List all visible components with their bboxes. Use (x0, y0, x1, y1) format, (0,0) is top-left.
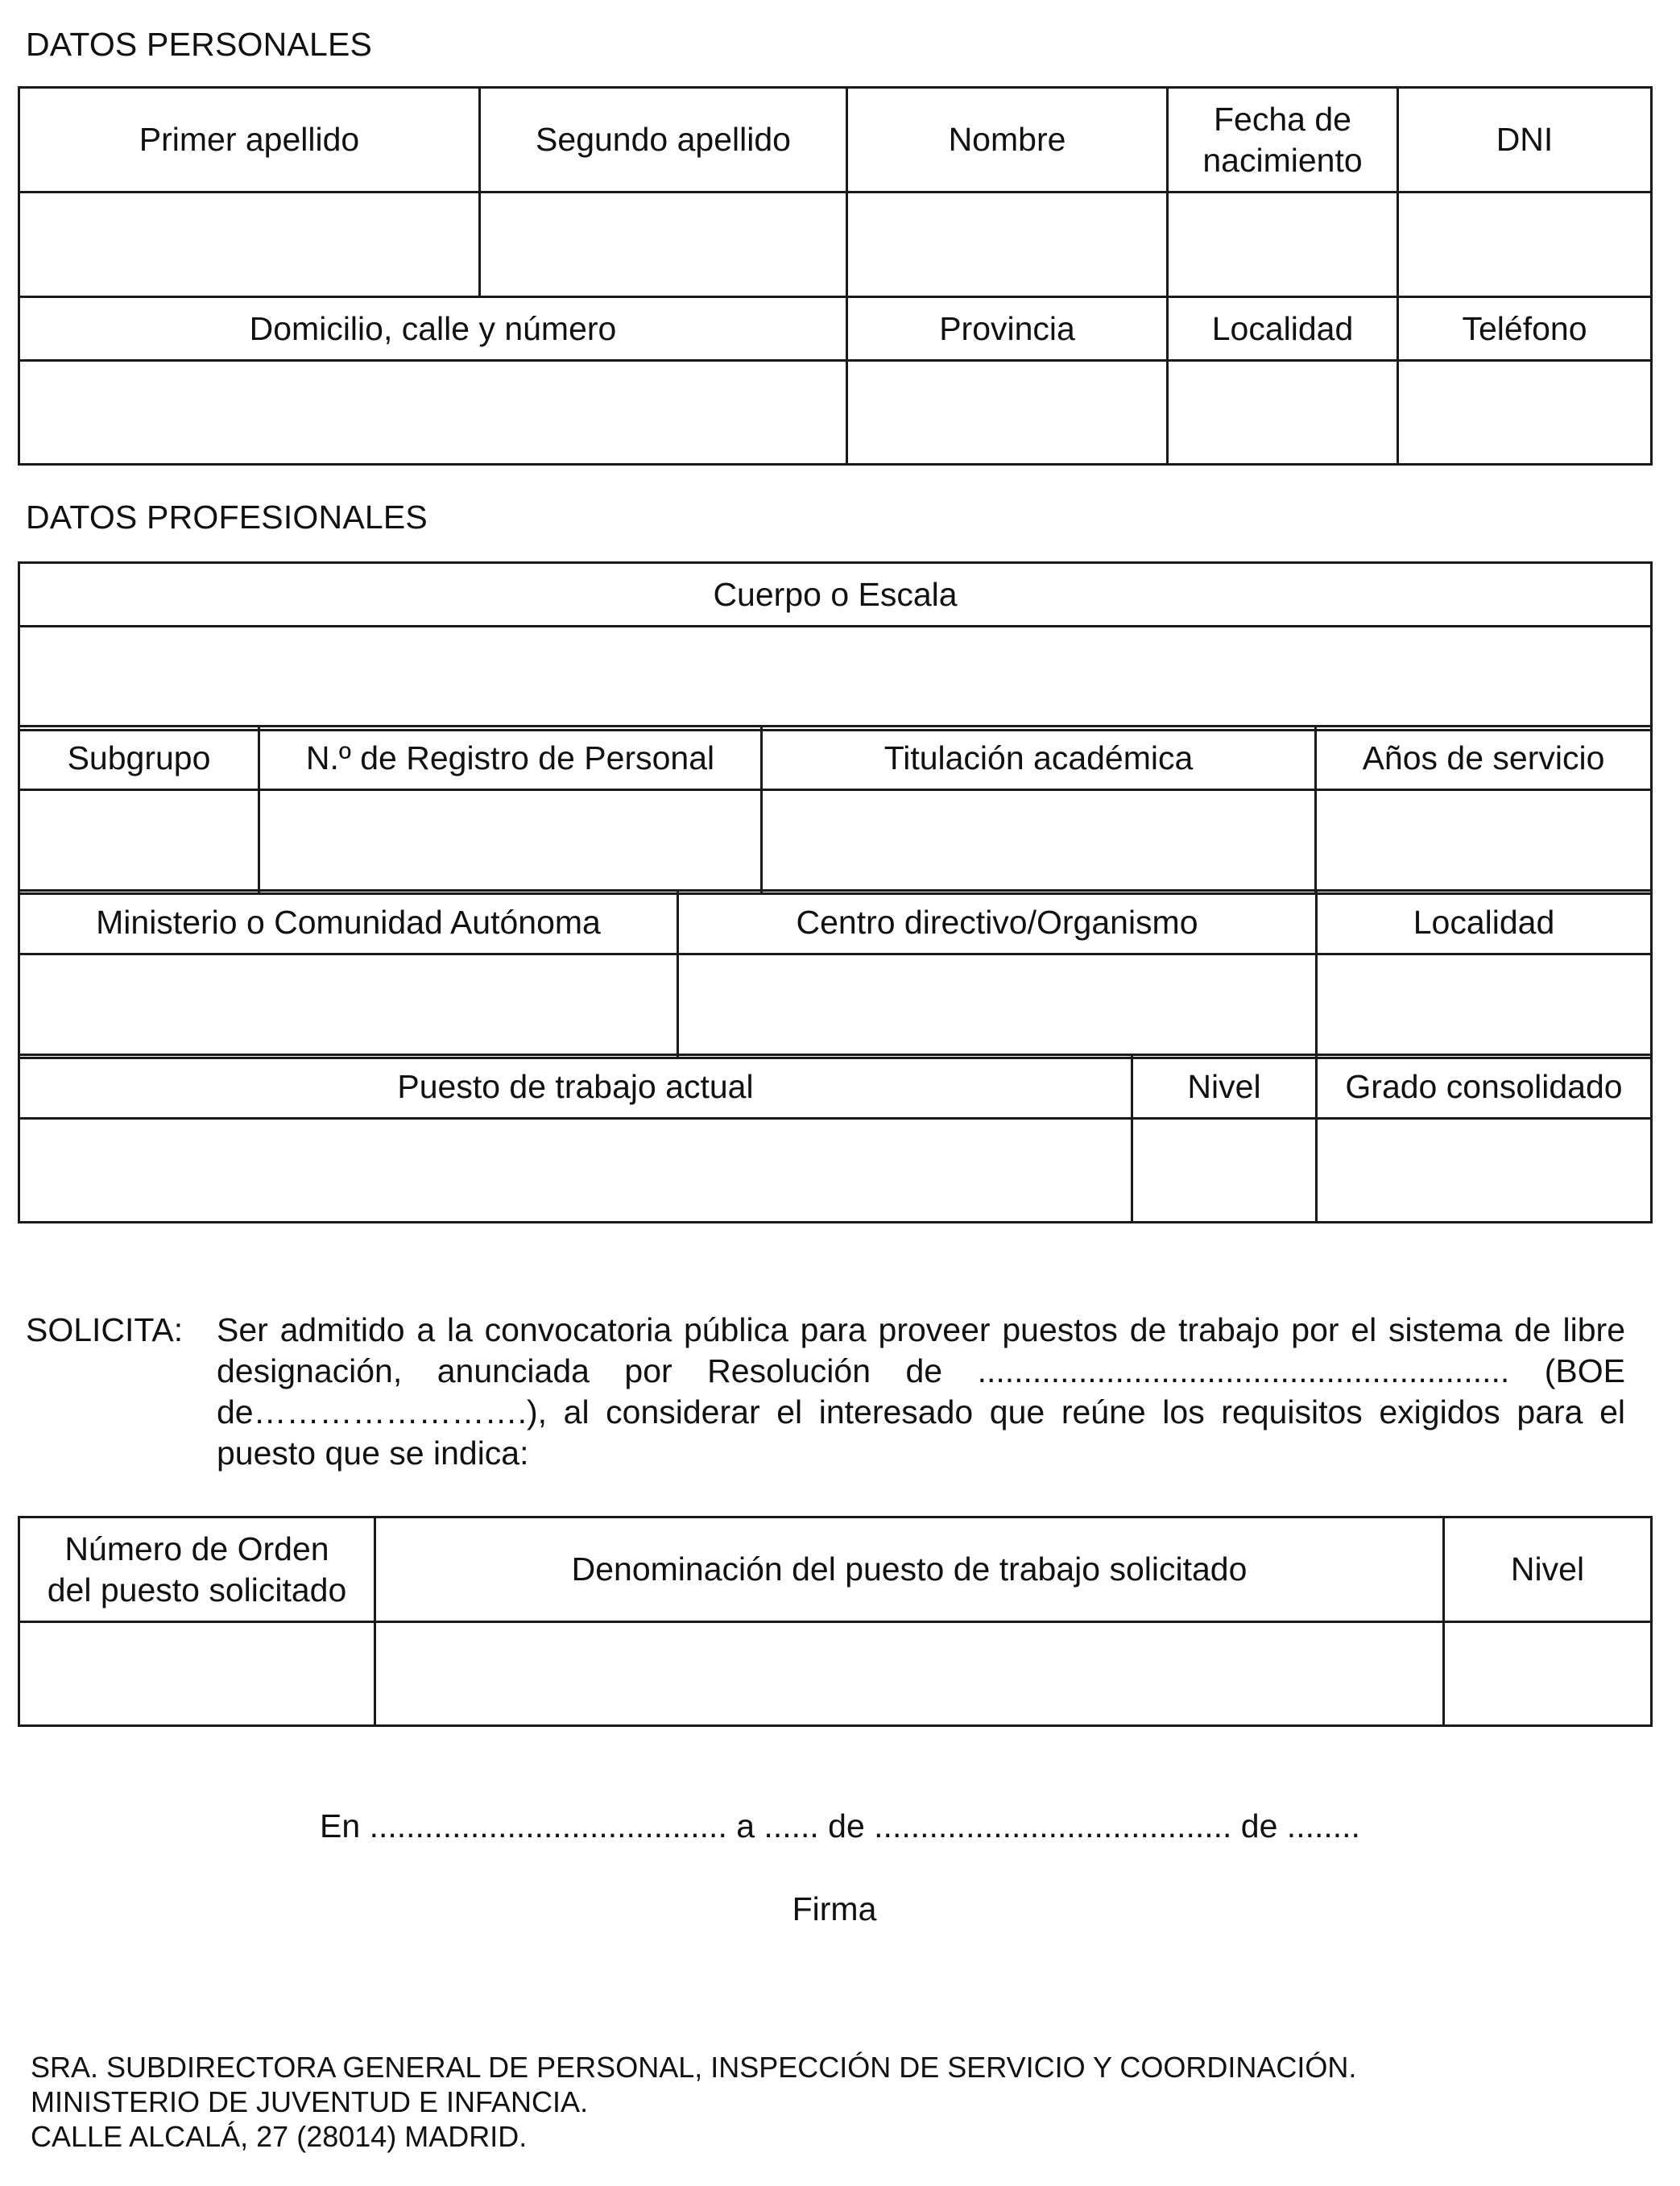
header-denominacion-puesto: Denominación del puesto de trabajo solicitado (375, 1517, 1444, 1622)
header-centro-directivo: Centro directivo/Organismo (678, 891, 1317, 954)
field-localidad-profesional[interactable] (1317, 954, 1652, 1058)
header-titulacion: Titulación académica (762, 727, 1316, 790)
header-fecha-nacimiento: Fecha de nacimiento (1168, 88, 1398, 193)
field-centro-directivo[interactable] (678, 954, 1317, 1058)
request-text: Ser admitido a la convocatoria pública para proveer puestos de trabajo por el sistema de libre designación, anunciada por Resolución de .......................................................... (BOE de…………………….), al considerar el interesado que reúne los requisitos exigidos para el puesto que se indica: (217, 1311, 1625, 1472)
field-segundo-apellido[interactable] (480, 193, 847, 297)
address-line-1: SRA. SUBDIRECTORA GENERAL DE PERSONAL, INSPECCIÓN DE SERVICIO Y COORDINACIÓN. (31, 2051, 1357, 2084)
field-localidad[interactable] (1168, 361, 1398, 465)
field-numero-orden[interactable] (19, 1622, 375, 1726)
header-registro-personal: N.º de Registro de Personal (259, 727, 762, 790)
field-primer-apellido[interactable] (19, 193, 480, 297)
field-registro-personal[interactable] (259, 790, 762, 894)
header-subgrupo: Subgrupo (19, 727, 259, 790)
professional-data-table (18, 561, 1653, 731)
header-anos-servicio: Años de servicio (1316, 727, 1652, 790)
header-domicilio: Domicilio, calle y número (19, 297, 847, 361)
header-puesto-actual: Puesto de trabajo actual (19, 1055, 1132, 1119)
requested-position-table (18, 1516, 1653, 1727)
field-telefono[interactable] (1398, 361, 1652, 465)
field-anos-servicio[interactable] (1316, 790, 1652, 894)
field-dni[interactable] (1398, 193, 1652, 297)
field-puesto-actual[interactable] (19, 1119, 1132, 1223)
professional-data-heading: DATOS PROFESIONALES (26, 499, 428, 536)
header-localidad: Localidad (1168, 297, 1398, 361)
place-date-line: En ....................................... a ...... de ....................................... de ........ (320, 1807, 1360, 1844)
field-provincia[interactable] (847, 361, 1168, 465)
professional-data-table-row3 (18, 889, 1653, 1059)
header-numero-orden: Número de Orden del puesto solicitado (19, 1517, 375, 1622)
address-line-3: CALLE ALCALÁ, 27 (28014) MADRID. (31, 2120, 528, 2153)
field-ministerio[interactable] (19, 954, 678, 1058)
recipient-address (31, 2050, 1641, 2154)
professional-data-table-row4 (18, 1054, 1653, 1223)
header-nivel-actual: Nivel (1132, 1055, 1317, 1119)
header-primer-apellido: Primer apellido (19, 88, 480, 193)
header-cuerpo-escala: Cuerpo o Escala (19, 563, 1652, 627)
request-statement (26, 1310, 1625, 1479)
field-grado-consolidado[interactable] (1317, 1119, 1652, 1223)
professional-data-table-row2 (18, 725, 1653, 895)
signature-label: Firma (792, 1890, 877, 1927)
header-nombre: Nombre (847, 88, 1168, 193)
field-denominacion-puesto[interactable] (375, 1622, 1444, 1726)
field-nombre[interactable] (847, 193, 1168, 297)
field-nivel-actual[interactable] (1132, 1119, 1317, 1223)
field-subgrupo[interactable] (19, 790, 259, 894)
header-segundo-apellido: Segundo apellido (480, 88, 847, 193)
header-ministerio: Ministerio o Comunidad Autónoma (19, 891, 678, 954)
request-lead: SOLICITA: (26, 1311, 184, 1348)
header-nivel-solicitado: Nivel (1444, 1517, 1652, 1622)
field-nivel-solicitado[interactable] (1444, 1622, 1652, 1726)
address-line-2: MINISTERIO DE JUVENTUD E INFANCIA. (31, 2085, 589, 2118)
field-fecha-nacimiento[interactable] (1168, 193, 1398, 297)
personal-data-table (18, 86, 1653, 466)
header-telefono: Teléfono (1398, 297, 1652, 361)
header-dni: DNI (1398, 88, 1652, 193)
header-provincia: Provincia (847, 297, 1168, 361)
field-titulacion[interactable] (762, 790, 1316, 894)
field-cuerpo-escala[interactable] (19, 627, 1652, 731)
field-domicilio[interactable] (19, 361, 847, 465)
header-localidad-profesional: Localidad (1317, 891, 1652, 954)
personal-data-heading: DATOS PERSONALES (26, 26, 373, 63)
header-grado-consolidado: Grado consolidado (1317, 1055, 1652, 1119)
